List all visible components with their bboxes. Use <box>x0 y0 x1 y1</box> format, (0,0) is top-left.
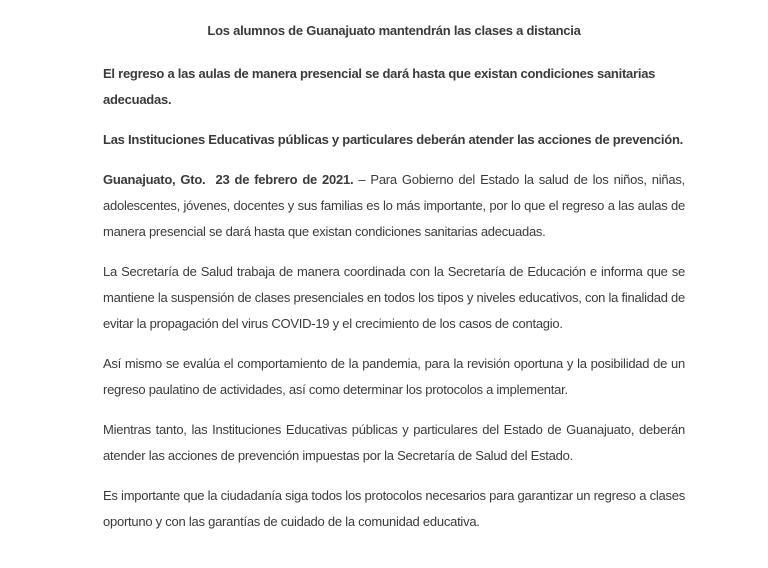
body-paragraph-1: La Secretaría de Salud trabaja de manera coordinada con la Secretaría de Educación e informa que se mantiene la suspensión de clases presenciales en todos los tipos y niveles educativos, con la finalidad de evitar la propagación del virus COVID-19 y el crecimiento de los casos de contagio. <box>103 264 685 331</box>
subtitle-paragraph-2: Las Instituciones Educativas públicas y particulares deberán atender las acciones de prevención. <box>103 132 684 147</box>
body-paragraph-4: Es importante que la ciudadanía siga todos los protocolos necesarios para garantizar un regreso a clases oportuno y con las garantías de cuidado de la comunidad educativa. <box>103 488 685 529</box>
subtitle-paragraph-1: El regreso a las aulas de manera presencial se dará hasta que existan condiciones sanitarias adecuadas. <box>103 66 656 107</box>
dateline-date: Guanajuato, Gto. 23 de febrero de 2021. <box>103 172 354 187</box>
dateline-paragraph <box>103 167 685 245</box>
body-paragraph-3: Mientras tanto, las Instituciones Educativas públicas y particulares del Estado de Guanajuato, deberán atender las acciones de prevención impuestas por la Secretaría de Salud del Estado. <box>103 422 685 463</box>
body-paragraph-2: Así mismo se evalúa el comportamiento de la pandemia, para la revisión oportuna y la posibilidad de un regreso paulatino de actividades, así como determinar los protocolos a implementar. <box>103 356 685 397</box>
document-title: Los alumnos de Guanajuato mantendrán las clases a distancia <box>207 23 581 38</box>
dateline-text: – Para Gobierno del Estado la salud de los niños, niñas, adolescentes, jóvenes, docentes y sus familias es lo más importante, por lo que el regreso a las aulas de manera presencial se dará hasta que existan condiciones sanitarias adecuadas. <box>103 172 685 239</box>
